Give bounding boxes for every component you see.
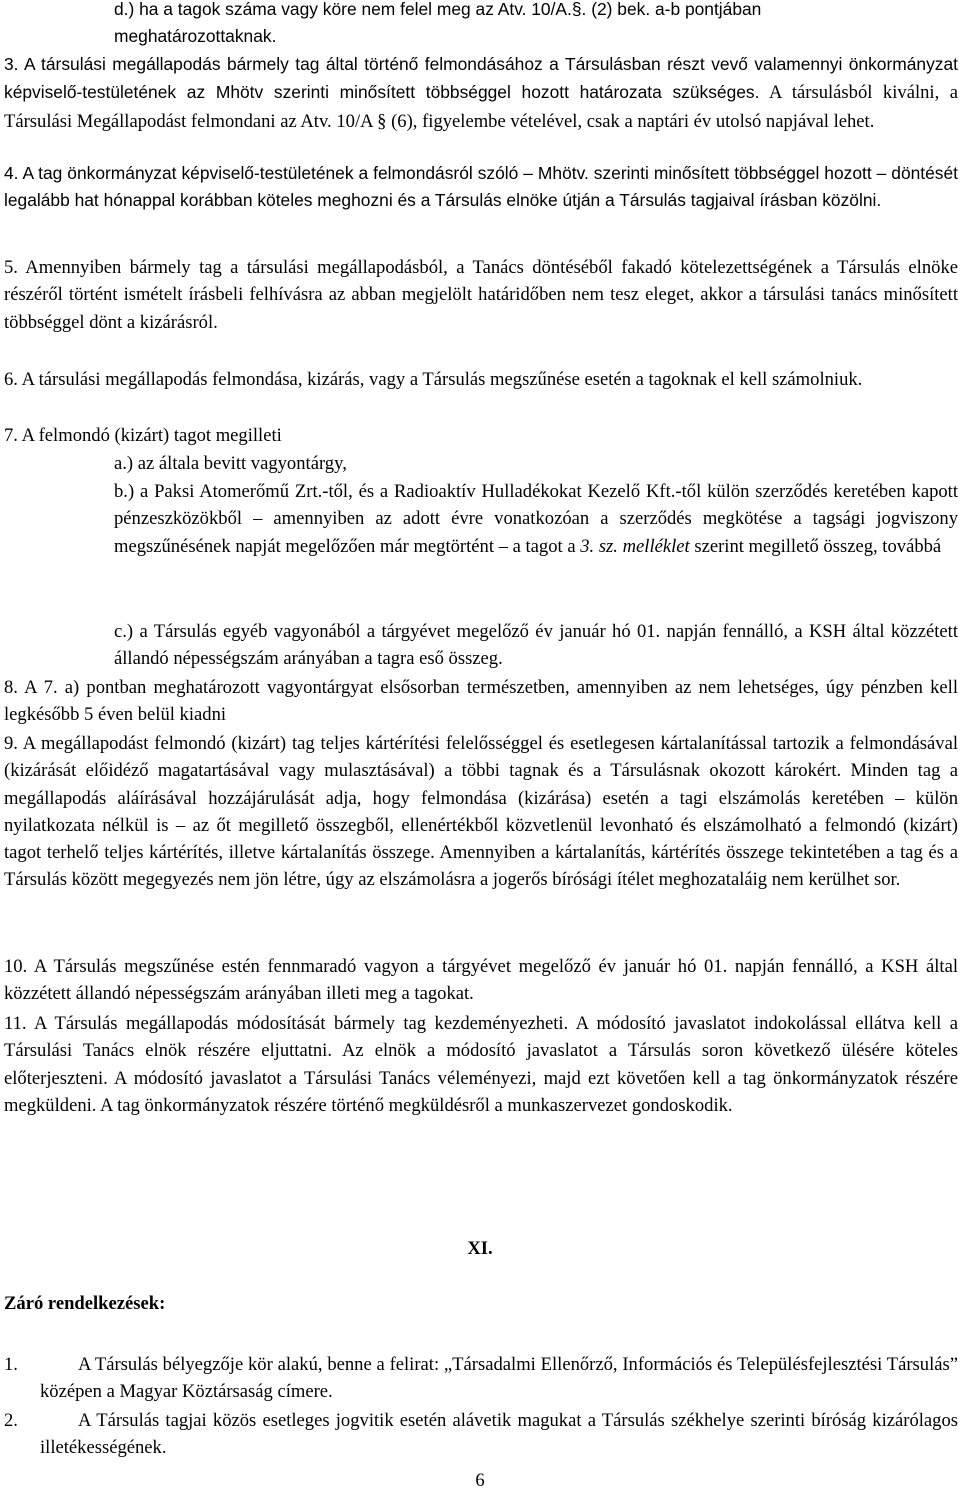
closing-item-2-text: [40, 1407, 958, 1462]
section-number: XI.: [467, 1238, 493, 1259]
item-7c: c.) a Társulás egyéb vagyonából a tárgyévet megelőző év január hó 01. napján fennálló, a KSH által közzétett állandó népességszám arányában a tagra eső összeg.: [114, 621, 958, 670]
paragraph-3: [4, 51, 958, 136]
closing-item-2-content: A Társulás tagjai közös esetleges jogvitik esetén alávetik magukat a Társulás székhelye szerinti bíróság kizárólagos illetékességének.: [40, 1410, 958, 1459]
item-7b-annex-number: 3. sz.: [580, 535, 618, 557]
closing-item-2: [4, 1407, 958, 1463]
paragraph-11: 11. A Társulás megállapodás módosítását bármely tag kezdeményezheti. A módosító javaslatot indokolással ellátva kell a Társulási Tanács elnök részére eljuttatni. Az elnök a módosító javaslatot a Társulás soron következő ülésére köteles előterjeszteni. A módosító javaslatot a Társulási Tanács véleményezi, majd ezt követően kell a tag önkormányzatok részére megküldeni. A tag önkormányzatok részére történő megküldésről a munkaszervezet gondoskodik.: [4, 1013, 958, 1116]
item-d-line1: d.) ha a tagok száma vagy köre nem felel meg az Atv. 10/A.§. (2) bek. a-b pontjában: [114, 0, 762, 19]
item-d-line2: meghatározottaknak.: [114, 26, 277, 46]
item-7a: a.) az általa bevitt vagyontárgy,: [114, 453, 347, 474]
closing-item-1-number: 1.: [4, 1354, 18, 1375]
page-number: 6: [475, 1470, 485, 1491]
closing-item-1: [4, 1351, 958, 1407]
item-7b: [114, 478, 958, 560]
paragraph-6: 6. A társulási megállapodás felmondása, kizárás, vagy a Társulás megszűnése esetén a tagoknak el kell számolniuk.: [4, 369, 863, 390]
closing-item-2-number: 2.: [4, 1410, 18, 1431]
paragraph-3-serif: A társulásból kiválni, a Társulási Megállapodást felmondani az Atv. 10/A § (6), figyelembe vételével, csak a naptári év utolsó napjával lehet.: [4, 82, 958, 132]
item-7b-tail: szerint megillető összeg, továbbá: [689, 535, 942, 557]
paragraph-8: 8. A 7. a) pontban meghatározott vagyontárgyat elsősorban természetben, amennyiben az nem lehetséges, úgy pénzben kell legkésőbb 5 éven belül kiadni: [4, 677, 958, 726]
closing-item-1-content: A Társulás bélyegzője kör alakú, benne a felirat: „Társadalmi Ellenőrző, Információs és Településfejlesztési Társulás” középen a Magyar Köztársaság címere.: [40, 1354, 958, 1403]
paragraph-7-intro: 7. A felmondó (kizárt) tagot megilleti: [4, 425, 282, 446]
paragraph-3-sans: 3. A társulási megállapodás bármely tag által történő felmondásához a Társulásban részt vevő valamennyi önkormányzat képviselő-testületének az Mhötv szerinti minősített többséggel hozott határozata szükséges.: [4, 54, 958, 103]
item-7b-annex-word: melléklet: [622, 535, 690, 557]
item-7b-text: b.) a Paksi Atomerőmű Zrt.-től, és a Radioaktív Hulladékokat Kezelő Kft.-től külön szerződés keretében kapott pénzeszközökből – amennyiben az adott évre vonatkozóan a szerződés megkötése a tagsági jogviszony megszűnésének napját megelőzően már megtörtént – a tagot a: [114, 481, 958, 557]
paragraph-4: 4. A tag önkormányzat képviselő-testületének a felmondásról szóló – Mhötv. szerinti minősített többséggel hozott – döntését legalább hat hónappal korábban köteles meghozni és a Társulás elnöke útján a Társulás tagjaival írásban közölni.: [4, 163, 958, 211]
paragraph-10: 10. A Társulás megszűnése estén fennmaradó vagyon a tárgyévet megelőző év január hó 01. napján fennálló, a KSH által közzétett állandó népességszám arányában illeti meg a tagokat.: [4, 956, 958, 1005]
paragraph-5: 5. Amennyiben bármely tag a társulási megállapodásból, a Tanács döntéséből fakadó kötelezettségének a Társulás elnöke részéről történt ismételt írásbeli felhívásra az abban megjelölt határidőben nem tesz eleget, akkor a társulási tanács minősített többséggel dönt a kizárásról.: [4, 257, 958, 333]
closing-item-1-text: [40, 1351, 958, 1406]
section-title: Záró rendelkezések:: [4, 1293, 166, 1314]
paragraph-9: 9. A megállapodást felmondó (kizárt) tag teljes kártérítési felelősséggel és esetlegesen kártalanítással tartozik a felmondásával (kizárását előidéző magatartásával vagy mulasztásával) a többi tagnak és a Társulásnak okozott károkért. Minden tag a megállapodás aláírásával hozzájárulását adja, hogy felmondása (kizárása) esetén a tagi elszámolás keretében – külön nyilatkozata nélkül is – az őt megillető összegből, ellenértékből közvetlenül levonható és elszámolható a felmondó (kizárt) tagot terhelő teljes kártérítés, illetve kártalanítás összege. Amennyiben a kártalanítás, kártérítés összege tekintetében a tag és a Társulás között megegyezés nem jön létre, úgy az elszámolásra a jogerős bírósági ítélet meghozataláig nem kerülhet sor.: [4, 733, 958, 891]
